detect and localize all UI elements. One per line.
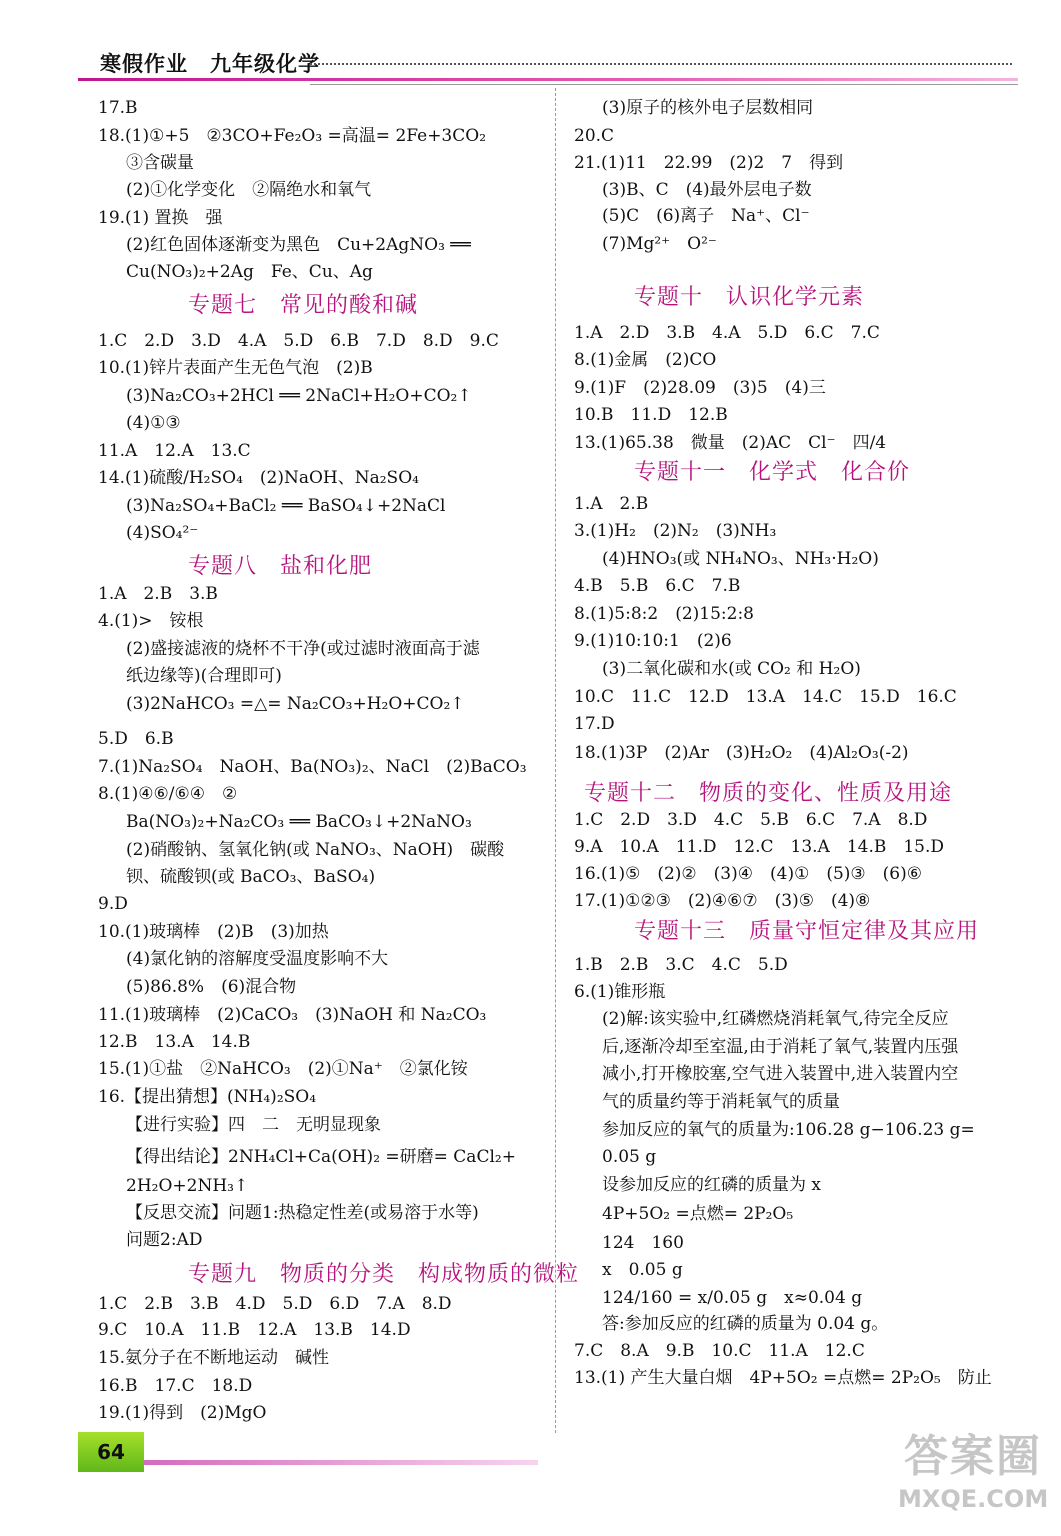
answer-line: 参加反应的氧气的质量为:106.28 g−106.23 g= bbox=[602, 1120, 975, 1140]
answer-line: 1.A 2.D 3.B 4.A 5.D 6.C 7.C bbox=[574, 323, 880, 343]
answer-line: 8.(1)④⑥/⑥④ ② bbox=[98, 784, 238, 804]
answer-line: (4)SO₄²⁻ bbox=[126, 523, 199, 543]
answer-line: 3.(1)H₂ (2)N₂ (3)NH₃ bbox=[574, 521, 777, 541]
answer-line: 设参加反应的红磷的质量为 x bbox=[602, 1175, 821, 1195]
answer-line: 7.C 8.A 9.B 10.C 11.A 12.C bbox=[574, 1341, 865, 1361]
answer-line: 【进行实验】四 二 无明显现象 bbox=[126, 1115, 381, 1135]
page-footer bbox=[78, 1432, 538, 1476]
answer-line: 4.B 5.B 6.C 7.B bbox=[574, 576, 741, 596]
answer-line: (3)Na₂CO₃+2HCl ══ 2NaCl+H₂O+CO₂↑ bbox=[126, 386, 472, 406]
answer-line: x 0.05 g bbox=[602, 1260, 683, 1280]
section-heading: 专题十三 质量守恒定律及其应用 bbox=[634, 919, 980, 944]
answer-line: (2)解:该实验中,红磷燃烧消耗氧气,待完全反应 bbox=[602, 1009, 949, 1029]
answer-line: 21.(1)11 22.99 (2)2 7 得到 bbox=[574, 153, 844, 173]
watermark-line1: 答案圈 bbox=[904, 1431, 1042, 1482]
answer-line: 6.(1)锥形瓶 bbox=[574, 982, 666, 1002]
answer-line: 【反思交流】问题1:热稳定性差(或易溶于水等) bbox=[126, 1203, 479, 1223]
answer-line: 1.C 2.D 3.D 4.C 5.B 6.C 7.A 8.D bbox=[574, 810, 928, 830]
answer-line: 减小,打开橡胶塞,空气进入装置中,进入装置内空 bbox=[602, 1064, 959, 1084]
answer-line: 11.A 12.A 13.C bbox=[98, 441, 251, 461]
answer-line: 124/160 = x/0.05 g x≈0.04 g bbox=[602, 1288, 863, 1308]
answer-line: 10.(1)玻璃棒 (2)B (3)加热 bbox=[98, 922, 329, 942]
answer-line: 钡、硫酸钡(或 BaCO₃、BaSO₄) bbox=[126, 867, 376, 887]
answer-line: 1.A 2.B bbox=[574, 494, 649, 514]
answer-line: 13.(1)65.38 微量 (2)AC Cl⁻ 四/4 bbox=[574, 433, 887, 453]
answer-line: (5)86.8% (6)混合物 bbox=[126, 977, 297, 997]
section-heading: 专题十 认识化学元素 bbox=[634, 285, 865, 310]
page-number: 64 bbox=[78, 1432, 144, 1472]
answer-line: (4)氯化钠的溶解度受温度影响不大 bbox=[126, 949, 389, 969]
answer-line: 18.(1)①+5 ②3CO+Fe₂O₃ =高温= 2Fe+3CO₂ bbox=[98, 126, 487, 146]
answer-line: Ba(NO₃)₂+Na₂CO₃ ══ BaCO₃↓+2NaNO₃ bbox=[126, 812, 472, 832]
answer-line: 17.D bbox=[574, 714, 615, 734]
answer-line: 15.(1)①盐 ②NaHCO₃ (2)①Na⁺ ②氯化铵 bbox=[98, 1059, 468, 1079]
answer-line: 15.氨分子在不断地运动 碱性 bbox=[98, 1348, 330, 1368]
answer-line: 后,逐渐冷却至室温,由于消耗了氧气,装置内压强 bbox=[602, 1037, 959, 1057]
answer-line: 8.(1)5:8:2 (2)15:2:8 bbox=[574, 604, 755, 624]
answer-line: 10.B 11.D 12.B bbox=[574, 405, 728, 425]
answer-line: ③含碳量 bbox=[126, 153, 194, 173]
column-divider bbox=[555, 88, 556, 1433]
answer-line: 124 160 bbox=[602, 1233, 684, 1253]
section-heading: 专题七 常见的酸和碱 bbox=[188, 293, 419, 318]
answer-line: (5)C (6)离子 Na⁺、Cl⁻ bbox=[602, 206, 810, 226]
answer-line: 答:参加反应的红磷的质量为 0.04 g。 bbox=[602, 1314, 889, 1334]
answer-line: (7)Mg²⁺ O²⁻ bbox=[602, 234, 717, 254]
answer-line: 4P+5O₂ =点燃= 2P₂O₅ bbox=[602, 1204, 794, 1224]
section-heading: 专题十二 物质的变化、性质及用途 bbox=[584, 781, 953, 806]
header-pink-rule bbox=[78, 78, 1018, 81]
answer-line: 1.A 2.B 3.B bbox=[98, 584, 218, 604]
answer-line: 16.【提出猜想】(NH₄)₂SO₄ bbox=[98, 1087, 317, 1107]
answer-line: 0.05 g bbox=[602, 1147, 657, 1167]
section-heading: 专题八 盐和化肥 bbox=[188, 554, 373, 579]
answer-line: (4)①③ bbox=[126, 413, 181, 433]
answer-line: 19.(1) 置换 强 bbox=[98, 208, 223, 228]
section-heading: 专题九 物质的分类 构成物质的微粒 bbox=[188, 1262, 580, 1287]
answer-line: 【得出结论】2NH₄Cl+Ca(OH)₂ =研磨= CaCl₂+ bbox=[126, 1147, 516, 1167]
answer-line: 19.(1)得到 (2)MgO bbox=[98, 1403, 267, 1423]
answer-line: 18.(1)3P (2)Ar (3)H₂O₂ (4)Al₂O₃(-2) bbox=[574, 743, 909, 763]
answer-line: (3)Na₂SO₄+BaCl₂ ══ BaSO₄↓+2NaCl bbox=[126, 496, 446, 516]
page-header bbox=[78, 44, 1018, 78]
answer-line: 17.(1)①②③ (2)④⑥⑦ (3)⑤ (4)⑧ bbox=[574, 891, 871, 911]
answer-line: (2)盛接滤液的烧杯不干净(或过滤时液面高于滤 bbox=[126, 639, 480, 659]
section-heading: 专题十一 化学式 化合价 bbox=[634, 460, 911, 485]
answer-line: 11.(1)玻璃棒 (2)CaCO₃ (3)NaOH 和 Na₂CO₃ bbox=[98, 1005, 487, 1025]
answer-line: 问题2:AD bbox=[126, 1230, 203, 1250]
answer-line: 9.(1)F (2)28.09 (3)5 (4)三 bbox=[574, 378, 826, 398]
answer-line: 9.A 10.A 11.D 12.C 13.A 14.B 15.D bbox=[574, 837, 945, 857]
answer-line: (2)①化学变化 ②隔绝水和氧气 bbox=[126, 180, 372, 200]
answer-line: 7.(1)Na₂SO₄ NaOH、Ba(NO₃)₂、NaCl (2)BaCO₃ bbox=[98, 757, 527, 777]
answer-line: 8.(1)金属 (2)CO bbox=[574, 350, 717, 370]
answer-line: 1.C 2.B 3.B 4.D 5.D 6.D 7.A 8.D bbox=[98, 1294, 452, 1314]
answer-line: 14.(1)硫酸/H₂SO₄ (2)NaOH、Na₂SO₄ bbox=[98, 468, 419, 488]
answer-line: (2)硝酸钠、氢氧化钠(或 NaNO₃、NaOH) 碳酸 bbox=[126, 840, 505, 860]
answer-line: 1.C 2.D 3.D 4.A 5.D 6.B 7.D 8.D 9.C bbox=[98, 331, 499, 351]
answer-line: 16.(1)⑤ (2)② (3)④ (4)① (5)③ (6)⑥ bbox=[574, 864, 922, 884]
answer-line: 10.C 11.C 12.D 13.A 14.C 15.D 16.C bbox=[574, 687, 957, 707]
answer-line: (3)原子的核外电子层数相同 bbox=[602, 98, 814, 118]
footer-bar bbox=[144, 1460, 538, 1465]
answer-line: Cu(NO₃)₂+2Ag Fe、Cu、Ag bbox=[126, 262, 373, 282]
answer-line: 12.B 13.A 14.B bbox=[98, 1032, 251, 1052]
answer-line: 2H₂O+2NH₃↑ bbox=[126, 1176, 249, 1196]
watermark-logo bbox=[898, 1430, 1048, 1530]
answer-line: 17.B bbox=[98, 98, 138, 118]
header-dotted-rule bbox=[310, 63, 1012, 65]
answer-line: 13.(1) 产生大量白烟 4P+5O₂ =点燃= 2P₂O₅ 防止 bbox=[574, 1368, 992, 1388]
answer-line: (4)HNO₃(或 NH₄NO₃、NH₃·H₂O) bbox=[602, 549, 879, 569]
answer-line: 9.(1)10:10:1 (2)6 bbox=[574, 631, 732, 651]
answer-line: 20.C bbox=[574, 126, 615, 146]
answer-line: 10.(1)锌片表面产生无色气泡 (2)B bbox=[98, 358, 373, 378]
answer-line: (3)二氧化碳和水(或 CO₂ 和 H₂O) bbox=[602, 659, 861, 679]
answer-line: 16.B 17.C 18.D bbox=[98, 1376, 253, 1396]
watermark-line2: MXQE.COM bbox=[898, 1485, 1049, 1513]
answer-line: (3)B、C (4)最外层电子数 bbox=[602, 180, 812, 200]
answer-line: 纸边缘等)(合理即可) bbox=[126, 666, 282, 686]
answer-line: 4.(1)> 铵根 bbox=[98, 611, 204, 631]
answer-line: 9.D bbox=[98, 894, 128, 914]
header-title: 寒假作业 九年级化学 bbox=[100, 52, 320, 76]
answer-line: (3)2NaHCO₃ =△= Na₂CO₃+H₂O+CO₂↑ bbox=[126, 694, 465, 714]
answer-line: 1.B 2.B 3.C 4.C 5.D bbox=[574, 955, 788, 975]
answer-line: 气的质量约等于消耗氧气的质量 bbox=[602, 1092, 840, 1112]
header-thin-rule bbox=[310, 84, 1018, 85]
answer-line: 5.D 6.B bbox=[98, 729, 174, 749]
answer-line: (2)红色固体逐渐变为黑色 Cu+2AgNO₃ ══ bbox=[126, 235, 471, 255]
answer-line: 9.C 10.A 11.B 12.A 13.B 14.D bbox=[98, 1320, 411, 1340]
